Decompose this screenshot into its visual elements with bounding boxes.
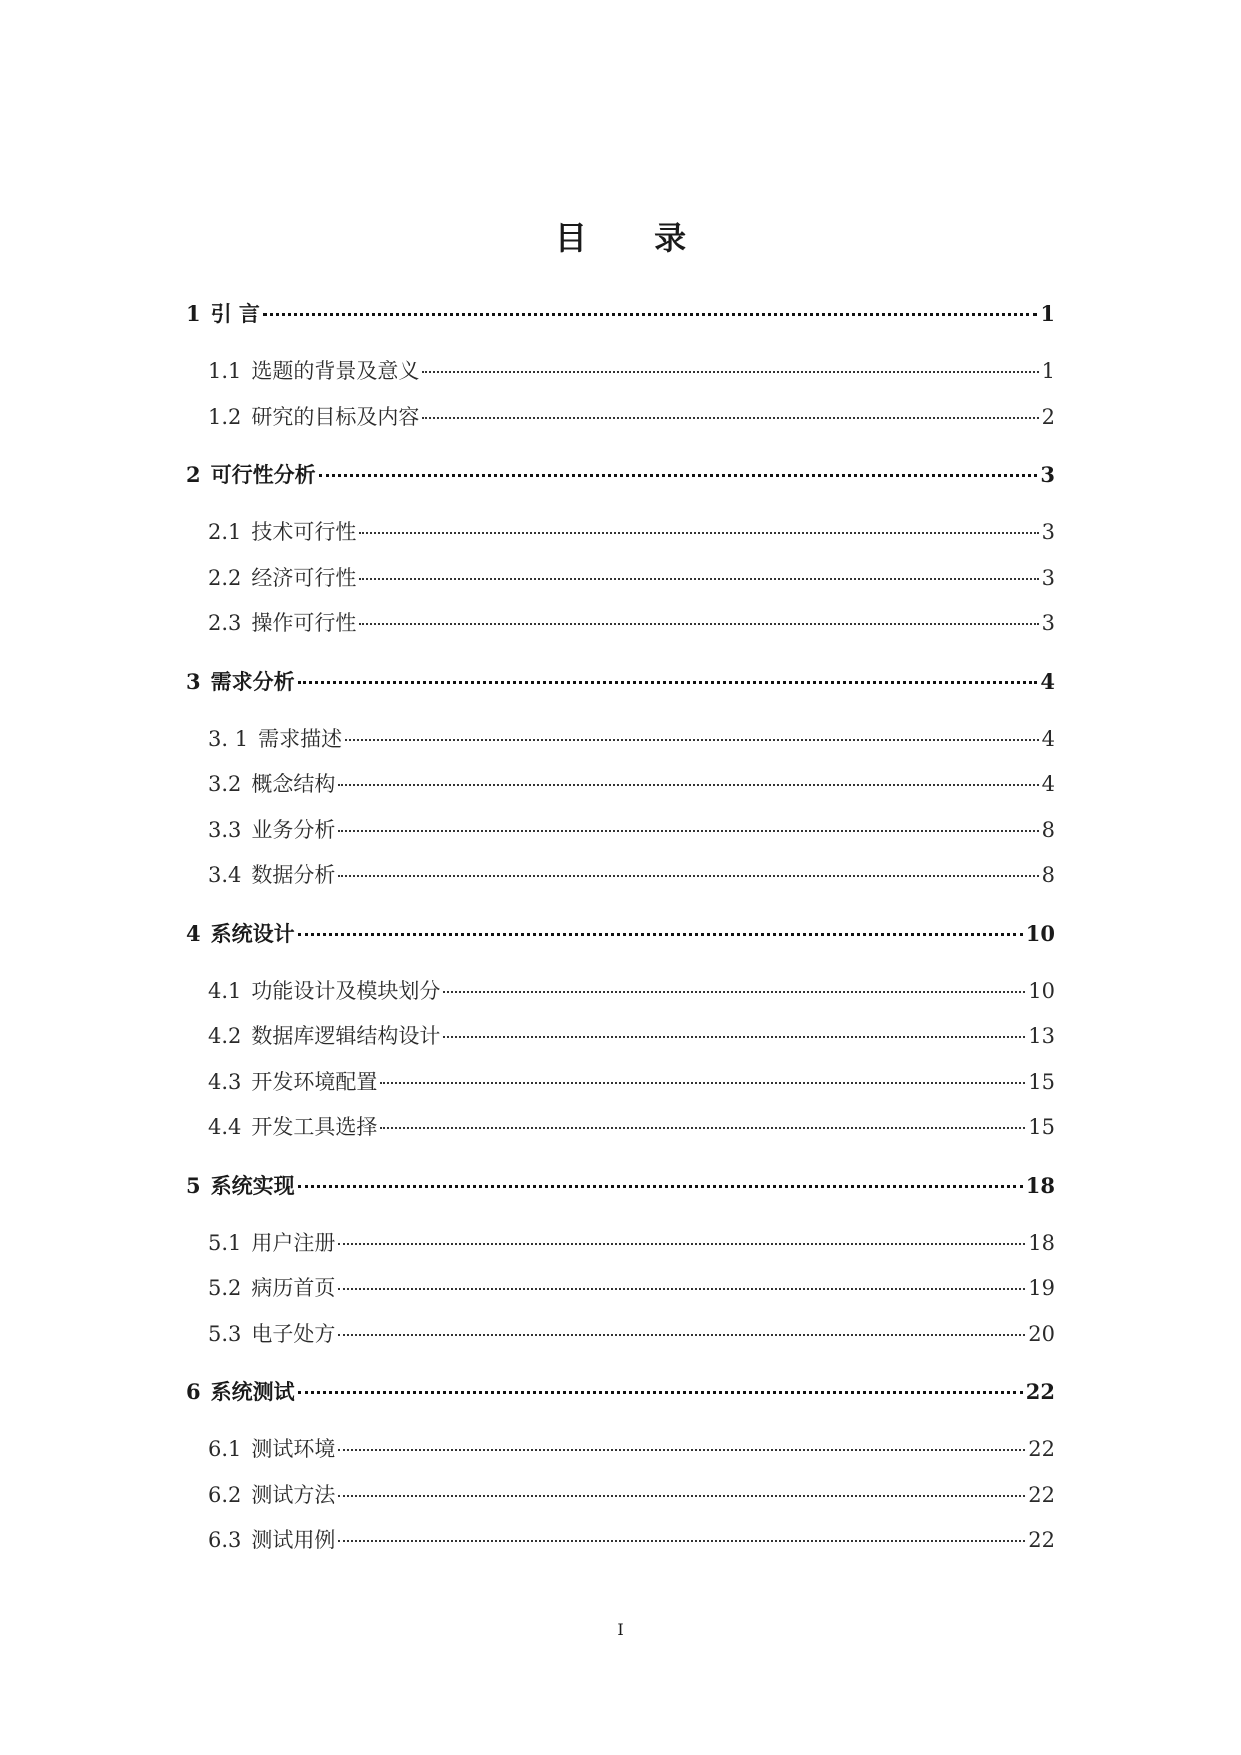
entry-title: 用户注册 (251, 1230, 336, 1255)
entry-title: 选题的背景及意义 (251, 359, 420, 383)
dot-leader (338, 784, 1038, 786)
toc-section-entry[interactable] (186, 1427, 1055, 1473)
entry-title: 数据分析 (251, 863, 336, 887)
entry-number: 1.1 (208, 359, 242, 383)
toc-section-entry[interactable] (186, 349, 1055, 395)
entry-label (208, 601, 356, 647)
entry-label (208, 395, 419, 441)
toc-section-entry[interactable] (186, 1105, 1055, 1151)
entry-title: 系统测试 (210, 1380, 295, 1404)
entry-number: 6.3 (208, 1528, 242, 1552)
entry-title: 测试用例 (251, 1528, 336, 1552)
toc-section-entry[interactable] (186, 395, 1055, 441)
toc-section-entry[interactable] (186, 556, 1055, 602)
toc-section-entry[interactable] (186, 717, 1055, 763)
entry-number: 5.2 (208, 1276, 242, 1300)
dot-leader (359, 623, 1038, 625)
toc-section-entry[interactable] (186, 1060, 1055, 1106)
entry-title: 系统设计 (210, 921, 295, 946)
toc-chapter (186, 291, 1055, 440)
entry-page-number: 3 (1041, 565, 1055, 590)
entry-number: 2.2 (208, 565, 242, 590)
entry-page-number: 3 (1041, 520, 1055, 544)
dot-leader (298, 1391, 1023, 1394)
toc-section-entry[interactable] (186, 1266, 1055, 1312)
entry-page-number: 1 (1040, 301, 1055, 326)
dot-leader (422, 371, 1038, 373)
entry-page-number: 19 (1028, 1276, 1055, 1300)
toc-section-entry[interactable] (186, 969, 1055, 1015)
entry-title: 可行性分析 (210, 463, 316, 487)
entry-number: 4.4 (208, 1115, 242, 1139)
toc-chapter-entry[interactable] (186, 1163, 1055, 1209)
entry-number: 2.3 (208, 611, 242, 635)
dot-leader (345, 739, 1039, 741)
entry-label (208, 1312, 335, 1358)
entry-label (208, 853, 335, 899)
dot-leader (338, 1449, 1025, 1451)
entry-title: 功能设计及模块划分 (251, 978, 441, 1003)
entry-page-number: 1 (1041, 359, 1055, 383)
dot-leader (422, 417, 1038, 419)
toc-chapter (186, 1163, 1055, 1358)
toc-chapter-entry[interactable] (186, 452, 1055, 498)
dot-leader (338, 1495, 1025, 1497)
entry-number: 6.2 (208, 1482, 242, 1507)
entry-number: 1.2 (208, 404, 242, 429)
entry-label (208, 808, 335, 854)
toc-title: 目 录 (554, 219, 715, 257)
entry-label (186, 452, 316, 498)
entry-label (186, 1369, 295, 1415)
entry-page-number: 13 (1028, 1024, 1055, 1048)
entry-number: 4.2 (208, 1024, 242, 1048)
toc-chapter (186, 1369, 1055, 1564)
toc-section-entry[interactable] (186, 762, 1055, 808)
entry-label (186, 911, 295, 957)
dot-leader (380, 1127, 1025, 1129)
entry-label (208, 1221, 335, 1267)
entry-page-number: 4 (1041, 726, 1055, 751)
dot-leader (443, 1036, 1025, 1038)
entry-page-number: 22 (1028, 1437, 1055, 1461)
dot-leader (338, 1334, 1025, 1336)
toc-section-entry[interactable] (186, 808, 1055, 854)
entry-title: 测试方法 (251, 1482, 336, 1507)
entry-page-number: 2 (1041, 404, 1055, 429)
entry-label (186, 1163, 295, 1209)
dot-leader (338, 875, 1038, 877)
entry-number: 3.4 (208, 863, 242, 887)
entry-title: 概念结构 (251, 772, 336, 796)
entry-label (208, 349, 419, 395)
entry-title: 系统实现 (210, 1173, 295, 1198)
entry-title: 数据库逻辑结构设计 (251, 1024, 441, 1048)
entry-title: 需求分析 (210, 669, 295, 694)
page-number-footer: I (617, 1620, 624, 1639)
entry-page-number: 20 (1028, 1321, 1055, 1346)
toc-chapter-entry[interactable] (186, 659, 1055, 705)
entry-title: 业务分析 (251, 817, 336, 842)
entry-page-number: 10 (1025, 920, 1055, 946)
entry-label (208, 969, 440, 1015)
dot-leader (298, 1185, 1023, 1188)
entry-title: 操作可行性 (251, 611, 357, 635)
entry-page-number: 3 (1040, 462, 1055, 487)
entry-page-number: 4 (1041, 772, 1055, 796)
entry-number: 5.3 (208, 1321, 242, 1346)
toc-chapter (186, 659, 1055, 899)
dot-leader (338, 1288, 1025, 1290)
toc-section-entry[interactable] (186, 510, 1055, 556)
entry-label (208, 1014, 440, 1060)
toc-section-group (186, 969, 1055, 1151)
entry-label (208, 1105, 377, 1151)
entry-title: 测试环境 (251, 1437, 336, 1461)
entry-number: 6 (186, 1379, 201, 1404)
dot-leader (443, 991, 1025, 993)
toc-section-entry[interactable] (186, 1014, 1055, 1060)
toc-section-entry[interactable] (186, 1221, 1055, 1267)
entry-label (208, 1473, 335, 1519)
toc-section-entry[interactable] (186, 601, 1055, 647)
entry-number: 4.3 (208, 1069, 242, 1094)
dot-leader (263, 313, 1037, 316)
dot-leader (298, 933, 1023, 936)
entry-label (208, 1060, 377, 1106)
toc-section-group (186, 510, 1055, 647)
entry-number: 5 (186, 1172, 201, 1198)
toc-chapter-entry[interactable] (186, 1369, 1055, 1415)
toc-section-group (186, 349, 1055, 440)
dot-leader (380, 1082, 1025, 1084)
entry-title: 技术可行性 (251, 520, 357, 544)
entry-number: 6.1 (208, 1437, 242, 1461)
entry-number: 1 (186, 301, 201, 326)
dot-leader (338, 830, 1038, 832)
entry-title: 开发工具选择 (251, 1115, 378, 1139)
entry-title: 研究的目标及内容 (251, 404, 420, 429)
entry-number: 5.1 (208, 1230, 242, 1255)
entry-page-number: 22 (1025, 1379, 1055, 1404)
dot-leader (359, 578, 1038, 580)
entry-label (208, 762, 335, 808)
entry-number: 3. 1 (208, 726, 249, 751)
toc-section-group (186, 1427, 1055, 1564)
toc-chapter (186, 911, 1055, 1151)
entry-page-number: 4 (1040, 668, 1055, 694)
entry-page-number: 22 (1028, 1528, 1055, 1552)
toc-chapter (186, 452, 1055, 647)
entry-label (208, 1427, 335, 1473)
dot-leader (338, 1540, 1025, 1542)
table-of-contents (186, 291, 1055, 1576)
entry-number: 4 (186, 920, 201, 946)
toc-section-entry[interactable] (186, 1518, 1055, 1564)
entry-number: 3.3 (208, 817, 242, 842)
entry-title: 病历首页 (251, 1276, 336, 1300)
entry-label (208, 1266, 335, 1312)
dot-leader (359, 532, 1038, 534)
entry-number: 2.1 (208, 520, 242, 544)
dot-leader (298, 681, 1038, 684)
entry-label (208, 510, 356, 556)
entry-page-number: 22 (1028, 1482, 1055, 1507)
toc-section-entry[interactable] (186, 853, 1055, 899)
dot-leader (319, 474, 1038, 477)
entry-number: 2 (186, 462, 201, 487)
entry-label (186, 291, 260, 337)
entry-title: 引 言 (210, 302, 260, 326)
entry-title: 需求描述 (258, 726, 343, 751)
toc-section-group (186, 1221, 1055, 1358)
dot-leader (338, 1243, 1025, 1245)
entry-page-number: 8 (1041, 817, 1055, 842)
entry-title: 开发环境配置 (251, 1069, 378, 1094)
entry-number: 4.1 (208, 978, 242, 1003)
entry-page-number: 8 (1041, 863, 1055, 887)
entry-page-number: 15 (1028, 1115, 1055, 1139)
entry-title: 经济可行性 (251, 565, 357, 590)
entry-number: 3.2 (208, 772, 242, 796)
entry-page-number: 18 (1028, 1230, 1055, 1255)
entry-page-number: 15 (1028, 1069, 1055, 1094)
entry-label (208, 717, 342, 763)
entry-number: 3 (186, 668, 201, 694)
toc-section-entry[interactable] (186, 1473, 1055, 1519)
entry-label (208, 556, 356, 602)
entry-page-number: 10 (1028, 978, 1055, 1003)
entry-title: 电子处方 (251, 1321, 336, 1346)
toc-chapter-entry[interactable] (186, 291, 1055, 337)
entry-page-number: 18 (1025, 1172, 1055, 1198)
toc-section-entry[interactable] (186, 1312, 1055, 1358)
entry-label (186, 659, 295, 705)
entry-label (208, 1518, 335, 1564)
toc-chapter-entry[interactable] (186, 911, 1055, 957)
entry-page-number: 3 (1041, 611, 1055, 635)
toc-section-group (186, 717, 1055, 899)
